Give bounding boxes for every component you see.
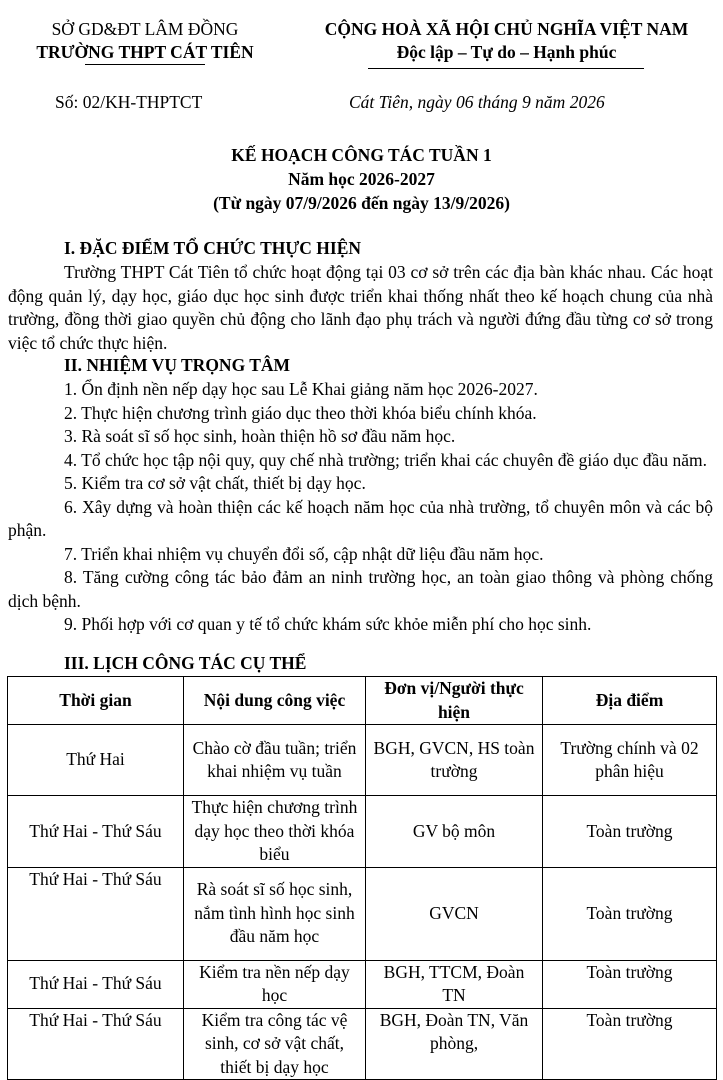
- plan-title-block: [0, 143, 723, 215]
- national-header: [290, 18, 723, 64]
- schedule-table: [7, 676, 717, 1080]
- table-cell: Rà soát sĩ số học sinh, nắm tình hình học sinh đầu năm học: [184, 867, 366, 960]
- table-row: [8, 960, 717, 1008]
- task-item: 4. Tổ chức học tập nội quy, quy chế nhà trường; triển khai các chuyên đề giáo dục đầu năm.: [64, 449, 707, 470]
- task-item: 6. Xây dựng và hoàn thiện các kế hoạch năm học của nhà trường, tổ chuyên môn và các bộ phận.: [8, 496, 713, 540]
- document-number: Số: 02/KH-THPTCT: [55, 92, 203, 112]
- motto-underline: [368, 68, 644, 69]
- school-year: Năm học 2026-2027: [288, 169, 435, 189]
- column-header: Địa điểm: [543, 677, 717, 725]
- table-cell: BGH, GVCN, HS toàn trường: [366, 725, 543, 796]
- table-cell: Kiểm tra công tác vệ sinh, cơ sở vật chất, thiết bị dạy học: [184, 1008, 366, 1080]
- task-item: 7. Triển khai nhiệm vụ chuyển đổi số, cập nhật dữ liệu đầu năm học.: [64, 543, 544, 564]
- table-cell: Thứ Hai - Thứ Sáu: [8, 1008, 184, 1080]
- table-cell: Chào cờ đầu tuần; triển khai nhiệm vụ tuần: [184, 725, 366, 796]
- section-2-heading: II. NHIỆM VỤ TRỌNG TÂM: [64, 355, 291, 375]
- section-2-list: [8, 378, 713, 637]
- national-title: CỘNG HOÀ XÃ HỘI CHỦ NGHĨA VIỆT NAM: [324, 19, 689, 39]
- school-name: TRƯỜNG THPT CÁT TIÊN: [36, 42, 254, 62]
- task-item: 5. Kiểm tra cơ sở vật chất, thiết bị dạy học.: [64, 473, 366, 493]
- table-cell: GVCN: [366, 867, 543, 960]
- table-cell: Thứ Hai - Thứ Sáu: [8, 960, 184, 1008]
- table-cell: Toàn trường: [543, 1008, 717, 1080]
- task-item: 2. Thực hiện chương trình giáo dục theo thời khóa biểu chính khóa.: [64, 402, 537, 423]
- table-cell: Thứ Hai - Thứ Sáu: [8, 796, 184, 868]
- agency-name: SỞ GD&ĐT LÂM ĐỒNG: [51, 19, 239, 39]
- column-header: Đơn vị/Người thực hiện: [366, 677, 543, 725]
- column-header: Nội dung công việc: [184, 677, 366, 725]
- task-item: 3. Rà soát sĩ số học sinh, hoàn thiện hồ sơ đầu năm học.: [64, 426, 456, 446]
- section-1-heading: I. ĐẶC ĐIỂM TỔ CHỨC THỰC HIỆN: [64, 238, 362, 258]
- table-row: [8, 725, 717, 796]
- plan-title: KẾ HOẠCH CÔNG TÁC TUẦN 1: [231, 145, 492, 165]
- school-name-underline: [85, 64, 205, 65]
- task-item: 8. Tăng cường công tác bảo đảm an ninh trường học, an toàn giao thông và phòng chống dịch bệnh.: [8, 567, 713, 611]
- agency-header: [0, 18, 290, 64]
- table-cell: Thứ Hai - Thứ Sáu: [8, 867, 184, 960]
- table-header-row: [8, 677, 717, 725]
- table-cell: BGH, TTCM, Đoàn TN: [366, 960, 543, 1008]
- table-cell: Toàn trường: [543, 960, 717, 1008]
- table-cell: GV bộ môn: [366, 796, 543, 868]
- table-row: [8, 1008, 717, 1080]
- table-row: [8, 796, 717, 868]
- table-cell: Toàn trường: [543, 867, 717, 960]
- section-3-heading: III. LỊCH CÔNG TÁC CỤ THỂ: [64, 653, 307, 673]
- table-cell: Thực hiện chương trình dạy học theo thời khóa biểu: [184, 796, 366, 868]
- task-item: 1. Ổn định nền nếp dạy học sau Lễ Khai giảng năm học 2026-2027.: [64, 379, 538, 399]
- table-cell: BGH, Đoàn TN, Văn phòng,: [366, 1008, 543, 1080]
- national-motto: Độc lập – Tự do – Hạnh phúc: [396, 42, 617, 62]
- table-cell: Trường chính và 02 phân hiệu: [543, 725, 717, 796]
- date-range: (Từ ngày 07/9/2026 đến ngày 13/9/2026): [213, 193, 510, 213]
- section-1-body: [8, 261, 713, 355]
- table-cell: Kiểm tra nền nếp dạy học: [184, 960, 366, 1008]
- table-row: [8, 867, 717, 960]
- document-date: Cát Tiên, ngày 06 tháng 9 năm 2026: [349, 92, 605, 112]
- task-item: 9. Phối hợp với cơ quan y tế tổ chức khám sức khỏe miễn phí cho học sinh.: [64, 614, 592, 634]
- table-cell: Thứ Hai: [8, 725, 184, 796]
- table-cell: Toàn trường: [543, 796, 717, 868]
- column-header: Thời gian: [8, 677, 184, 725]
- section-1-paragraph: Trường THPT Cát Tiên tổ chức hoạt động tại 03 cơ sở trên các địa bàn khác nhau. Các hoạt động quản lý, dạy học, giáo dục học sinh được triển khai thống nhất theo kế hoạch chung của nhà trường, đồng thời giao quyền chủ động cho lãnh đạo phụ trách và người đứng đầu từng cơ sở trong việc tổ chức thực hiện.: [8, 262, 713, 353]
